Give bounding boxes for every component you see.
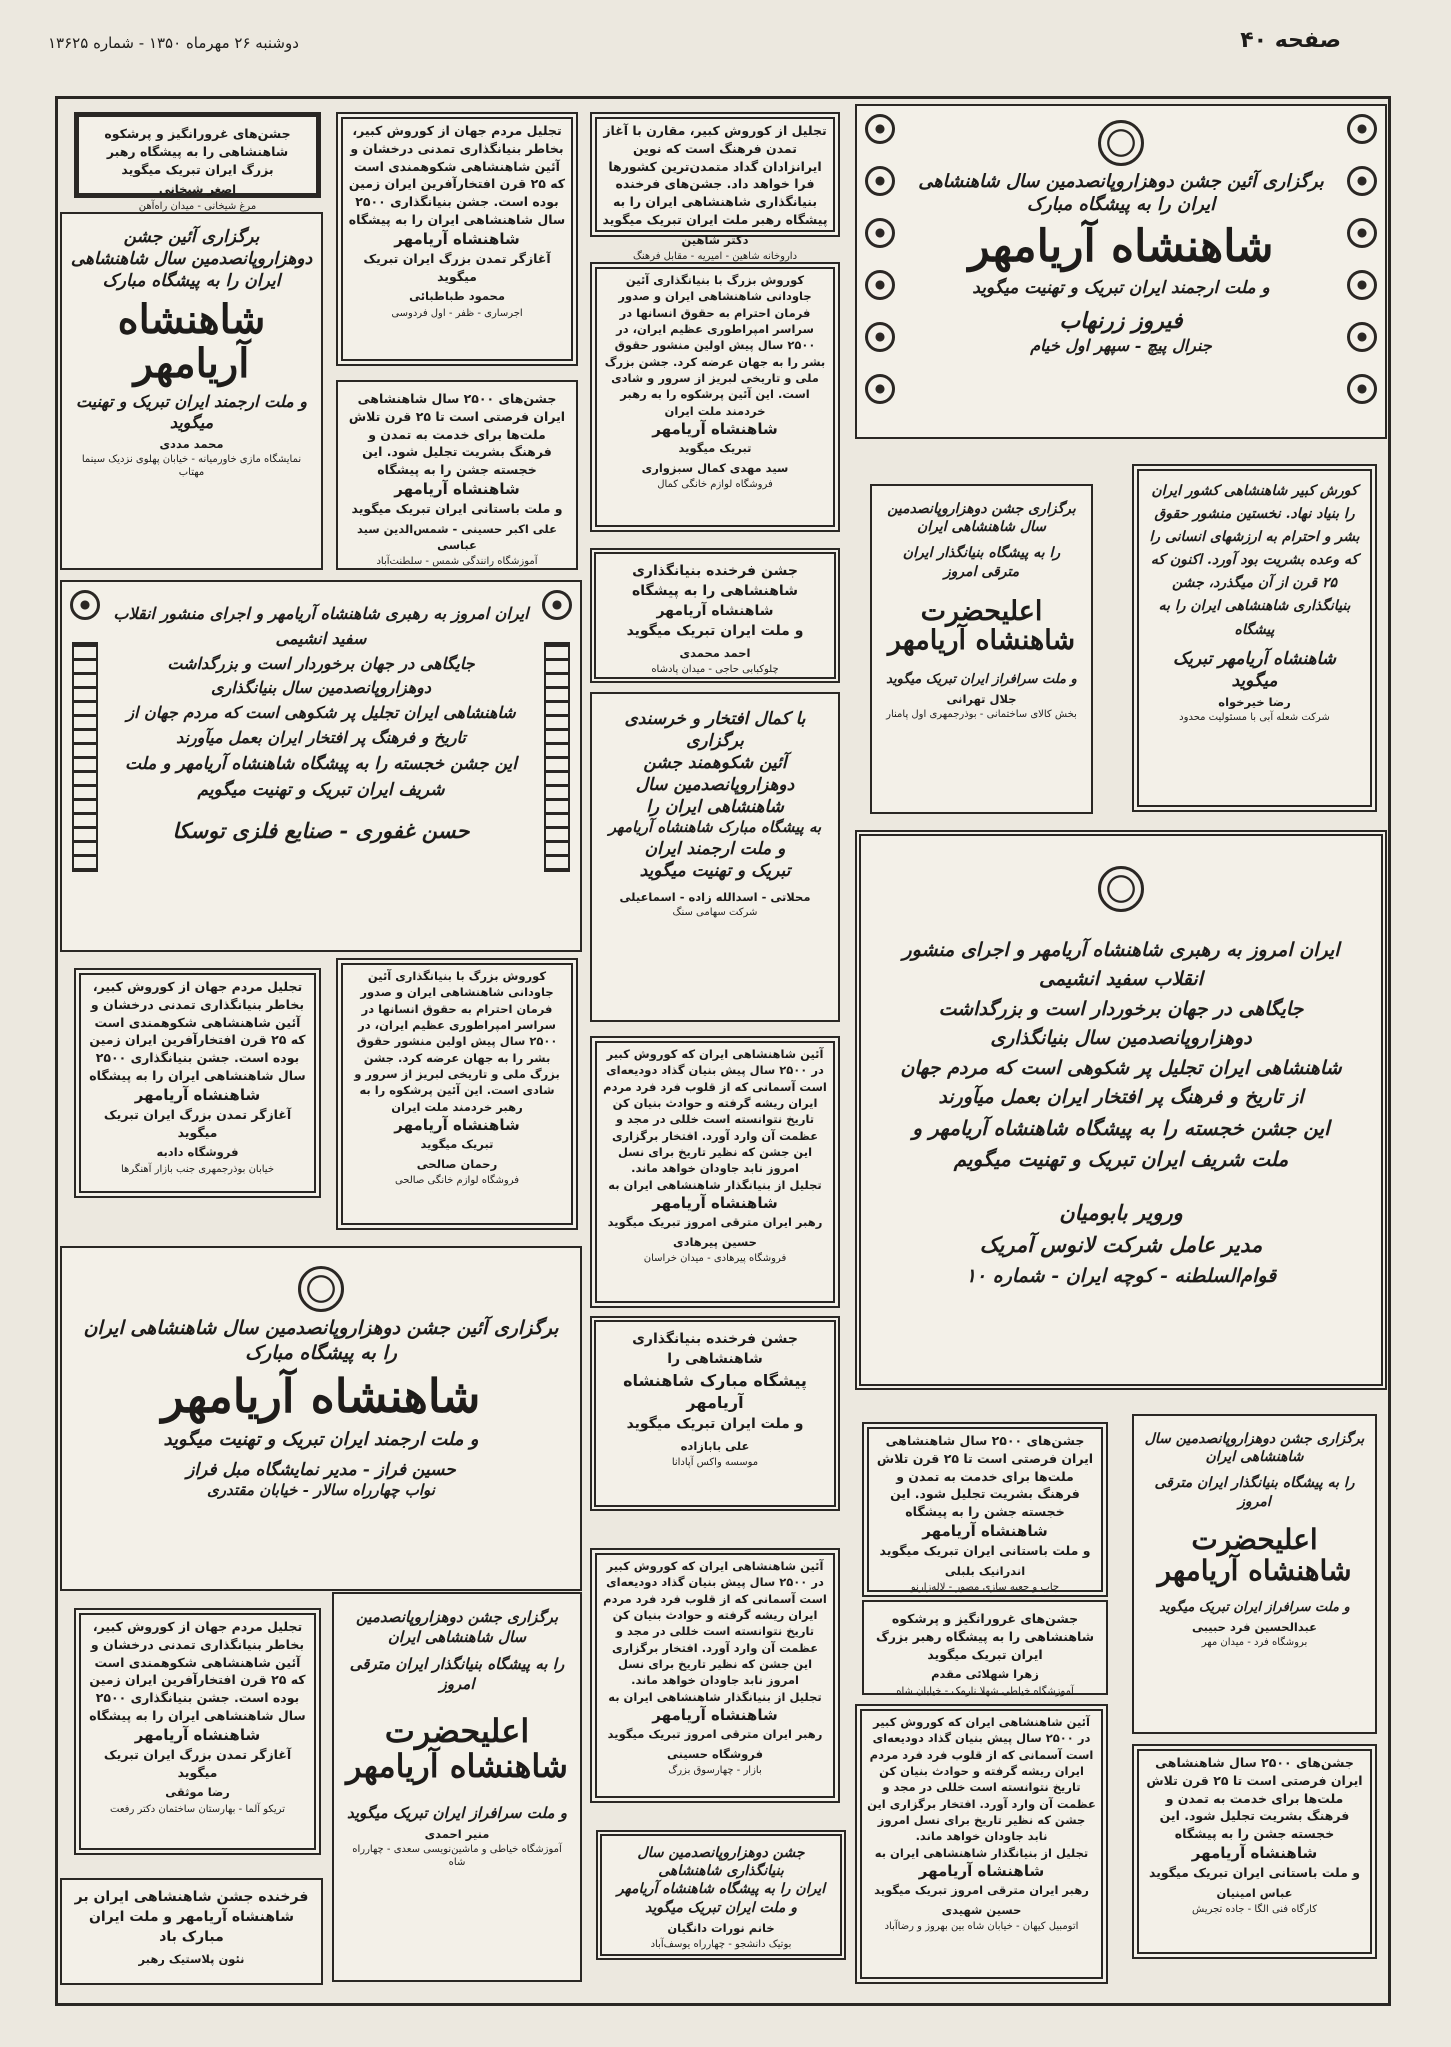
ad-name: احمد محمدی [679,645,751,660]
ad-text: تجلیل از بنیانگذار شاهنشاهی ایران به [874,1845,1089,1860]
ad-line: و ملت ارجمند ایران تبریک و تهنیت میگوید [163,1428,479,1450]
ad-text: آغازگر تمدن بزرگ ایران تبریک میگوید [363,250,551,284]
ad-text: و ملت ایران تبریک میگوید [626,1416,804,1433]
ad-address: بازار - چهارسوق بزرگ [668,1764,762,1776]
ad-emphasis: شاهنشاه آریامهر [918,1861,1045,1880]
ad-line: جشن دوهزاروپانصدمین سال بنیانگذاری شاهنشاهی [637,1845,805,1880]
flower-ornament-icon [865,322,895,352]
flower-ornament-icon [70,590,100,620]
ad-text: جشن فرخنده بنیانگذاری شاهنشاهی را به پیشگاه شاهنشاه آریامهر [632,563,798,619]
ad-name: عبدالحسین فرد حبیبی [1191,1620,1318,1635]
ad-toska [60,580,582,952]
ad-line: و ملت ارجمند ایران [644,838,786,859]
ad-address: فروشگاه لوازم خانگی صالحی [394,1174,520,1186]
flower-ornament-icon [865,218,895,248]
ad-text: تبریک میگوید [420,1137,494,1152]
ad-line: و ملت سرافراز ایران تبریک میگوید [347,1804,567,1823]
ad-sub: را به پیشگاه بنیانگذار ایران مترقی امروز [1154,1475,1355,1510]
flower-ornament-icon [542,590,572,620]
ad-dadbeh [74,968,321,1198]
ad-habibi [1132,1414,1377,1734]
ad-sub: را به پیشگاه بنیانگذار ایران مترقی امروز [902,545,1061,580]
ad-line: ایران را به پیشگاه شاهنشاه آریامهر و ملت ایران تبریک میگوید [616,1881,826,1916]
ad-title: اعلیحضرت شاهنشاه آریامهر [887,595,1076,657]
flower-ornament-icon [1347,270,1377,300]
column-ornament-icon [544,642,570,872]
ad-statement: شاهنشاهی ایران تجلیل پر شکوهی است که مردم جهان از تاریخ و فرهنگ پر افتخار ایران بعمل میآورند [126,703,516,747]
page-number: صفحه ۴۰ [1240,28,1341,53]
ad-zarnahab [855,104,1387,439]
ad-heading: برگزاری آئین جشن دوهزاروپانصدمین سال شاهنشاهی ایران را به پیشگاه مبارک [70,227,313,292]
ad-line: برگزاری [686,731,744,752]
ad-emphasis: شاهنشاه آریامهر [394,479,520,498]
ad-text: کوروش بزرگ با بنیانگذاری آئین جاودانی شاهنشاهی ایران و صدور فرمان احترام به حقوق انسانها در سراسر امپراطوری عظیم ایران، در ۲۵۰۰ سال پیش اولین منشور حقوق بشر را به جهان عرضه کرد. جشن بزرگ ملی و تاریخی لبریز از سرور و شادی است. این آئین پرشکوه را به رهبر خردمند ملت ایران [604,273,826,418]
ad-shahin [590,112,840,262]
ad-name: عباس امینیان [1216,1885,1293,1900]
ad-address: نواب چهارراه سالار - خیابان مقتدری [207,1481,435,1500]
ad-text: رهبر ایران مترقی امروز تبریک میگوید [607,1727,823,1742]
ad-statement: جایگاهی در جهان برخوردار است و بزرگداشت دوهزاروپانصدمین سال بنیانگذاری [167,653,475,698]
ad-neon-rahbar [60,1878,323,1985]
ad-emphasis: شاهنشاه آریامهر [1191,1843,1318,1862]
ad-address: فروشگاه لوازم خانگی کمال [657,478,773,490]
ad-emphasis: شاهنشاه آریامهر [922,1521,1048,1540]
ad-text: جشن‌های ۲۵۰۰ سال شاهنشاهی ایران فرصتی است تا ۲۵ قرن تلاش ملت‌ها برای خدمت به تمدن و فرهنگ بشریت تجلیل شود. این خجسته جشن را به پیشگاه [348,391,566,477]
ad-text: جشن‌های ۲۵۰۰ سال شاهنشاهی ایران فرصتی است تا ۲۵ قرن تلاش ملت‌ها برای خدمت به تمدن و فرهنگ بشریت تجلیل شود. این خجسته جشن را به پیشگاه [876,1433,1094,1519]
ad-heading: برگزاری جشن دوهزاروپانصدمین سال شاهنشاهی ایران [355,1608,559,1646]
ad-text: و ملت ایران تبریک میگوید [626,622,804,639]
ad-name: محمود طباطبائی [409,289,505,304]
ad-line: شاهنشاهی ایران را [646,797,784,818]
flower-ornament-icon [865,374,895,404]
ad-bolboli [862,1422,1108,1597]
ad-name: منیر احمدی [424,1826,490,1841]
ad-name: خانم نورات دانگیان [667,1920,775,1935]
ad-ahmadi [332,1592,582,1982]
ad-name: حسین شهیدی [941,1902,1022,1917]
ad-line: و ملت ارجمند ایران تبریک و تهنیت میگوید [972,278,1270,299]
ad-text: آریامهر [686,1393,744,1413]
ad-text: آئین شاهنشاهی ایران که کوروش کبیر در ۲۵۰۰ سال پیش بنیان گذاد دودیعه‌ای است آسمانی که از قلوب فرد فرد مردم ایران ریشه گرفته و حوادث بنیان کن تاریخ نتوانسته است خللی در مجد و عظمت آن وارد آورد. افتخار برگزاری این جشن که نظیر تاریخ برای نسل امروز نابد جاودان خواهد ماند. [603,1559,827,1688]
ad-text: تجلیل از بنیانگذار شاهنشاهی ایران به [608,1177,822,1192]
ad-statement: شاهنشاهی ایران تجلیل پر شکوهی است که مردم جهان از تاریخ و فرهنگ پر افتخار ایران بعمل میآورند [900,1056,1342,1109]
ad-emphasis: شاهنشاه آریامهر [652,1193,778,1212]
ad-address: فروشگاه پیرهادی - میدان خراسان [643,1252,787,1264]
ad-name: حسین پیرهادی [673,1234,757,1249]
ad-name: اندرانیک بلبلی [944,1563,1026,1578]
ad-address: شرکت سهامی سنگ [672,907,758,919]
ad-tehrani [870,484,1093,814]
ad-text: آغازگر تمدن بزرگ ایران تبریک میگوید [103,1746,292,1780]
ad-statement: این جشن خجسته را به پیشگاه شاهنشاه آریامهر و ملت شریف ایران تبریک و تهنیت میگویم [912,1115,1330,1171]
ad-title: اعلیحضرت شاهنشاه آریامهر [346,1712,568,1786]
flower-ornament-icon [1347,374,1377,404]
ad-movassaghi [74,1608,321,1855]
ad-text: جشن‌های ۲۵۰۰ سال شاهنشاهی ایران فرصتی است تا ۲۵ قرن تلاش ملت‌ها برای خدمت به تمدن و فرهنگ بشریت تجلیل شود. این خجسته جشن را به پیشگاه [1146,1755,1363,1841]
crown-emblem-icon [1098,120,1144,166]
ad-address: چلوکبابی حاجی - میدان پادشاه [651,663,779,675]
ad-name: فروشگاه حسینی [667,1746,763,1761]
ad-address: مرغ شیخانی - میدان راه‌آهن [138,200,257,212]
ad-name: جلال تهرانی [946,692,1017,707]
ad-emphasis: شاهنشاه آریامهر [652,419,778,438]
ad-aminian [1132,1744,1377,1959]
ad-faraz [60,1246,582,1591]
ad-hajji [590,548,840,683]
ad-name: محمد مددی [159,436,224,451]
flower-ornament-icon [865,114,895,144]
ad-heading: برگزاری جشن دوهزاروپانصدمین سال شاهنشاهی ایران [887,501,1076,536]
ad-address: موسسه واکس آپادانا [671,1457,759,1469]
ad-line: و ملت سرافراز ایران تبریک میگوید [886,672,1077,688]
ad-kamal [590,262,840,532]
ad-apadana [590,1316,840,1511]
issue-date: دوشنبه ۲۶ مهرماه ۱۳۵۰ - شماره ۱۳۶۲۵ [48,34,299,52]
ad-address: قوام‌السلطنه - کوچه ایران - شماره ۱۰ [965,1264,1277,1287]
page-header [0,0,1451,70]
ad-emphasis: شاهنشاه آریامهر [134,1725,261,1744]
ad-address: آموزشگاه خیاطی و ماشین‌نویسی سعدی - چهارراه شاه [352,1843,562,1868]
ad-lanos [855,830,1387,1390]
ad-sang [590,692,840,1022]
ad-text: رهبر ایران مترقی امروز تبریک میگوید [607,1215,823,1230]
ad-title: شاهنشاه آریامهر [161,1369,481,1424]
flower-ornament-icon [865,270,895,300]
ad-shoule-abi [1132,464,1377,812]
ad-emphasis: شاهنشاه آریامهر [652,1705,778,1724]
ad-title: شاهنشاه آریامهر [968,220,1274,272]
ad-name: فروشگاه دادبه [156,1145,239,1160]
ad-address: کارگاه فنی الگا - جاده تجریش [1192,1904,1317,1916]
ad-name: نئون پلاستیک رهبر [138,1951,245,1966]
ad-line: و ملت ارجمند ایران تبریک و تهنیت میگوید [76,392,307,433]
ad-statement: ایران امروز به رهبری شاهنشاه آریامهر و اجرای منشور انقلاب سفید انشیمی [902,939,1340,991]
crown-emblem-icon [298,1266,344,1312]
ad-address: بخش کالای ساختمانی - بوذرجمهری اول پامنار [886,709,1077,721]
ad-shahidi [855,1704,1108,1984]
ad-name: رضا موثقی [165,1785,230,1800]
ad-text: تجلیل مردم جهان از کوروش کبیر، بخاطر بنیانگذاری تمدنی درخشان و آئین شاهنشاهی شکوهمندی است که ۲۵ قرن افتخارآفرین ایران زمین بوده است. جشن بنیانگذاری ۲۵۰۰ سال شاهنشاهی ایران را به پیشگاه [348,123,566,227]
ad-text: آئین شاهنشاهی ایران که کوروش کبیر در ۲۵۰۰ سال پیش بنیان گذاد دودیعه‌ای است آسمانی که از قلوب فرد فرد مردم ایران ریشه گرفته و حوادث بنیان کن تاریخ نتوانسته است خللی در مجد و عظمت آن وارد آورد. افتخار برگزاری این جشن که نظیر تاریخ برای نسل امروز نابد جاودان خواهد ماند. [867,1715,1096,1844]
ad-madadi [60,212,323,570]
flower-ornament-icon [1347,322,1377,352]
ad-text: جشن فرخنده بنیانگذاری شاهنشاهی را [632,1331,798,1367]
ad-address: اجرساری - ظفر - اول فردوسی [391,307,523,319]
ad-address: مدیر عامل شرکت لانوس آمریک [979,1232,1263,1258]
flower-ornament-icon [865,166,895,196]
ad-text: آغازگر تمدن بزرگ ایران تبریک میگوید [103,1106,292,1140]
ad-text: رهبر ایران مترقی امروز تبریک میگوید [874,1883,1089,1898]
ad-text: تجلیل از کوروش کبیر، مقارن با آغاز تمدن فرهنگ است که نوین ایرانزادان گداد متمدن‌ترین کشورها فرا خواهد داد. جشن‌های فرخنده بنیانگذاری شاهنشاهی ایران را به پیشگاه رهبر ملت ایران تبریک میگوید [602,123,828,227]
ad-shahla [862,1600,1108,1695]
ad-text: تجلیل مردم جهان از کوروش کبیر، بخاطر بنیانگذاری تمدنی درخشان و آئین شاهنشاهی شکوهمندی است که ۲۵ قرن افتخارآفرین ایران زمین بوده است. جشن بنیانگذاری ۲۵۰۰ سال شاهنشاهی ایران را به پیشگاه [89,1619,306,1723]
ad-address: چاپ و جعبه سازی مصور - لاله‌زارنو [910,1582,1060,1594]
ad-text: تبریک میگوید [678,441,752,456]
ad-address: جنرال پیچ - سپهر اول خیام [1030,335,1212,355]
ad-heading: برگزاری آئین جشن دوهزاروپانصدمین سال شاهنشاهی ایران را به پیشگاه مبارک [918,171,1324,216]
ad-line: و ملت سرافراز ایران تبریک میگوید [1159,1600,1350,1616]
ad-line: دوهزاروپانصدمین سال [635,775,795,796]
ad-address: تریکو آلما - بهارستان ساختمان دکتر رفعت [110,1803,285,1815]
flower-ornament-icon [1347,166,1377,196]
ad-name: رضا خیرخواه [1218,694,1291,709]
flower-ornament-icon [1347,218,1377,248]
ad-emphasis: شاهنشاه آریامهر [134,1085,261,1104]
ad-address: آموزشگاه خیاطی شهلا نارمک - خیابان شاه [896,1685,1074,1697]
ad-text: آئین شاهنشاهی ایران که کوروش کبیر در ۲۵۰۰ سال پیش بنیان گذاد دودیعه‌ای است آسمانی که از قلوب فرد فرد مردم ایران ریشه گرفته و حوادث بنیان کن تاریخ نتوانسته است خللی در مجد و عظمت آن وارد آورد. افتخار برگزاری این جشن که نظیر تاریخ برای نسل امروز نابد جاودان خواهد ماند. [603,1047,827,1176]
ad-name: حسین فراز - مدیر نمایشگاه مبل فراز [186,1460,456,1481]
ad-text: تجلیل مردم جهان از کوروش کبیر، بخاطر بنیانگذاری تمدنی درخشان و آئین شاهنشاهی شکوهمندی است که ۲۵ قرن افتخارآفرین ایران زمین بوده است. جشن بنیانگذاری ۲۵۰۰ سال شاهنشاهی ایران را به پیشگاه [89,979,306,1083]
ad-address: نمایشگاه مازی خاورمیانه - خیابان پهلوی نزدیک سینما مهتاب [81,453,302,478]
ad-heading: برگزاری جشن دوهزاروپانصدمین سال شاهنشاهی ایران [1144,1431,1365,1466]
ad-pirhadi [590,1036,840,1308]
ad-line: با کمال افتخار و خرسندی [624,709,806,729]
ad-text: و ملت باستانی ایران تبریک میگوید [879,1543,1091,1559]
ad-address: داروخانه شاهین - امیریه - مقابل فرهنگ [632,250,798,262]
ad-title: اعلیحضرت شاهنشاه آریامهر [1157,1522,1352,1587]
ad-sub: را به پیشگاه بنیانگذار ایران مترقی امروز [349,1655,565,1693]
ad-salehi [336,958,578,1230]
ad-name: محلاتی - اسدالله زاده - اسماعیلی [619,890,811,905]
ad-text: تجلیل از بنیانگذار شاهنشاهی ایران به [608,1689,822,1704]
ad-line: تبریک و تهنیت میگوید [639,861,791,882]
ad-title: شاهنشاه آریامهر [117,296,266,388]
ad-name: اصغر شیخانی [158,182,237,197]
ad-address: خیابان بوذرجمهری جنب بازار آهنگرها [121,1163,274,1175]
ad-line: آئین شکوهمند جشن [643,753,787,774]
ad-heading: برگزاری آئین جشن دوهزاروپانصدمین سال شاهنشاهی ایران را به پیشگاه مبارک [83,1317,559,1364]
ad-text: جشن‌های غرورانگیز و پرشکوه شاهنشاهی را به پیشگاه رهبر بزرگ ایران تبریک میگوید [875,1611,1095,1662]
ad-text: کوروش بزرگ با بنیانگذاری آئین جاودانی شاهنشاهی ایران و صدور فرمان احترام به حقوق انسانها در سراسر امپراطوری عظیم ایران، در ۲۵۰۰ سال پیش اولین منشور حقوق بشر را به جهان عرضه کرد. جشن بزرگ ملی و تاریخی لبریز از سرور و شادی است. این آئین پرشکوه را به رهبر خردمند ملت ایران [354,969,560,1114]
ad-address: شرکت شعله آبی با مسئولیت محدود [1179,711,1330,723]
ad-address: اتومبیل کیهان - خیابان شاه بین بهروز و رضا‌آباد [884,1920,1079,1932]
ad-heading: کورش کبیر شاهنشاهی کشور ایران را بنیاد نهاد. نخستین منشور حقوق بشر و احترام به ارزشهای انسانی را که وعده بشریت بود آورد. اکنون که ۲۵ قرن از آن میگذرد، جشن بنیانگذاری شاهنشاهی ایران را به پیشگاه [1149,483,1360,638]
ad-name: زهرا شهلائی مقدم [931,1667,1039,1682]
ad-address: آموزشگاه رانندگی شمس - سلطنت‌آباد [376,556,538,568]
ad-tabatabaei [336,112,578,366]
ad-daneshju [596,1830,846,1960]
ad-name: رحمان صالحی [416,1156,498,1171]
ad-text: و ملت باستانی ایران تبریک میگوید [351,501,563,517]
ad-name: حسن غفوری - صنایع فلزی توسکا [172,818,470,844]
ad-title: شاهنشاه آریامهر تبریک میگوید [1173,648,1336,691]
ad-name: ورویر بابومیان [1059,1199,1183,1225]
ad-emphasis: شاهنشاه آریامهر [394,229,520,248]
ad-address: بروشگاه فرد - میدان مهر [1201,1637,1308,1649]
ad-line: به پیشگاه مبارک شاهنشاه آریامهر [608,818,822,837]
flower-ornament-icon [1347,114,1377,144]
column-ornament-icon [72,642,98,872]
ad-hosseini [590,1548,840,1803]
ad-statement: این جشن خجسته را به پیشگاه شاهنشاه آریامهر و ملت شریف ایران تبریک و تهنیت میگویم [124,753,518,801]
ad-name: سید مهدی کمال سبزواری [641,460,789,475]
ad-text: جشن‌های غرورانگیز و پرشکوه شاهنشاهی را به پیشگاه رهبر بزرگ ایران تبریک میگوید [104,126,291,177]
ad-text: پیشگاه مبارک شاهنشاه [623,1370,807,1390]
crown-emblem-icon [1098,866,1144,912]
ad-text: و ملت باستانی ایران تبریک میگوید [1148,1865,1361,1881]
ad-name: علی بابازاده [680,1439,750,1454]
ad-text: فرخنده جشن شاهنشاهی ایران بر شاهنشاه آریامهر و ملت ایران مبارک باد [74,1889,309,1945]
ad-emphasis: شاهنشاه آریامهر [394,1115,520,1134]
ad-statement: جایگاهی در جهان برخوردار است و بزرگداشت دوهزاروپانصدمین سال بنیانگذاری [938,997,1304,1050]
ad-name: دکتر شاهین [681,232,749,247]
ad-address: بوتیک دانشجو - چهارراه یوسف‌آباد [650,1939,792,1951]
ad-name: فیروز زرنهاب [1059,308,1183,335]
ad-statement: ایران امروز به رهبری شاهنشاه آریامهر و اجرای منشور انقلاب سفید انشیمی [113,604,529,648]
ad-sheikhani [74,112,321,212]
ad-name: علی اکبر حسینی - شمس‌الدین سید عباسی [357,521,557,553]
ad-shams [336,380,578,570]
